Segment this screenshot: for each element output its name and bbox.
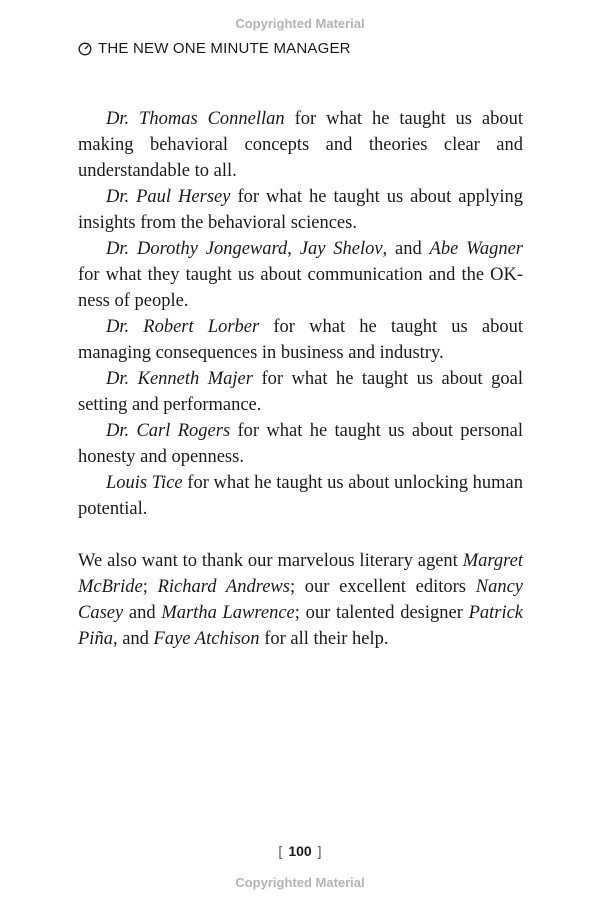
folio-number: 100 <box>288 843 312 859</box>
page-body <box>78 106 523 652</box>
ack-paragraph: Dr. Robert Lorber for what he taught us about managing consequences in business and industry. <box>78 317 523 363</box>
running-head <box>78 40 351 57</box>
ack-paragraph: Dr. Dorothy Jongeward, Jay Shelov, and Abe Wagner for what they taught us about communication and the OK-ness of people. <box>78 239 523 311</box>
ack-name: Dr. Thomas Connellan <box>106 109 285 129</box>
ack-paragraph: Dr. Carl Rogers for what he taught us about personal honesty and openness. <box>78 421 523 467</box>
ack-paragraph: Dr. Kenneth Majer for what he taught us about goal setting and performance. <box>78 369 523 415</box>
ack-name: Louis Tice <box>106 473 183 493</box>
thanks-name: Patrick Piña <box>78 603 524 649</box>
thanks-name: Margret McBride <box>78 551 523 597</box>
running-head-title: THE NEW ONE MINUTE MANAGER <box>98 40 351 57</box>
thanks-name: Faye Atchison <box>153 629 260 649</box>
paragraph-gap <box>78 522 523 548</box>
page-number <box>0 843 600 859</box>
ack-name: Jay Shelov <box>299 239 383 259</box>
ack-name: Dr. Kenneth Majer <box>106 369 253 389</box>
ack-name: Dr. Carl Rogers <box>106 421 231 441</box>
ack-paragraph: Dr. Paul Hersey for what he taught us about applying insights from the behavioral sciences. <box>78 187 523 233</box>
ack-name: Dr. Paul Hersey <box>106 187 231 207</box>
folio-bracket-open: [ <box>278 843 283 859</box>
thanks-paragraph: We also want to thank our marvelous literary agent Margret McBride; Richard Andrews; our excellent editors Nancy Casey and Martha Lawrence; our talented designer Patrick Piña, and Faye Atchison for all their help. <box>78 551 524 649</box>
ack-name: Dr. Robert Lorber <box>106 317 260 337</box>
ack-paragraph: Louis Tice for what he taught us about unlocking human potential. <box>78 473 523 519</box>
copyright-watermark-bottom: Copyrighted Material <box>235 875 365 890</box>
ack-name: Dr. Dorothy Jongeward <box>106 239 288 259</box>
ack-name: Abe Wagner <box>429 239 523 259</box>
ack-paragraph: Dr. Thomas Connellan for what he taught us about making behavioral concepts and theories clear and understandable to all. <box>78 109 523 181</box>
folio-bracket-close: ] <box>317 843 322 859</box>
clock-icon <box>78 42 92 56</box>
thanks-name: Martha Lawrence <box>161 603 295 623</box>
copyright-watermark-top: Copyrighted Material <box>235 16 365 31</box>
thanks-name: Nancy Casey <box>78 577 523 623</box>
thanks-name: Richard Andrews <box>157 577 290 597</box>
